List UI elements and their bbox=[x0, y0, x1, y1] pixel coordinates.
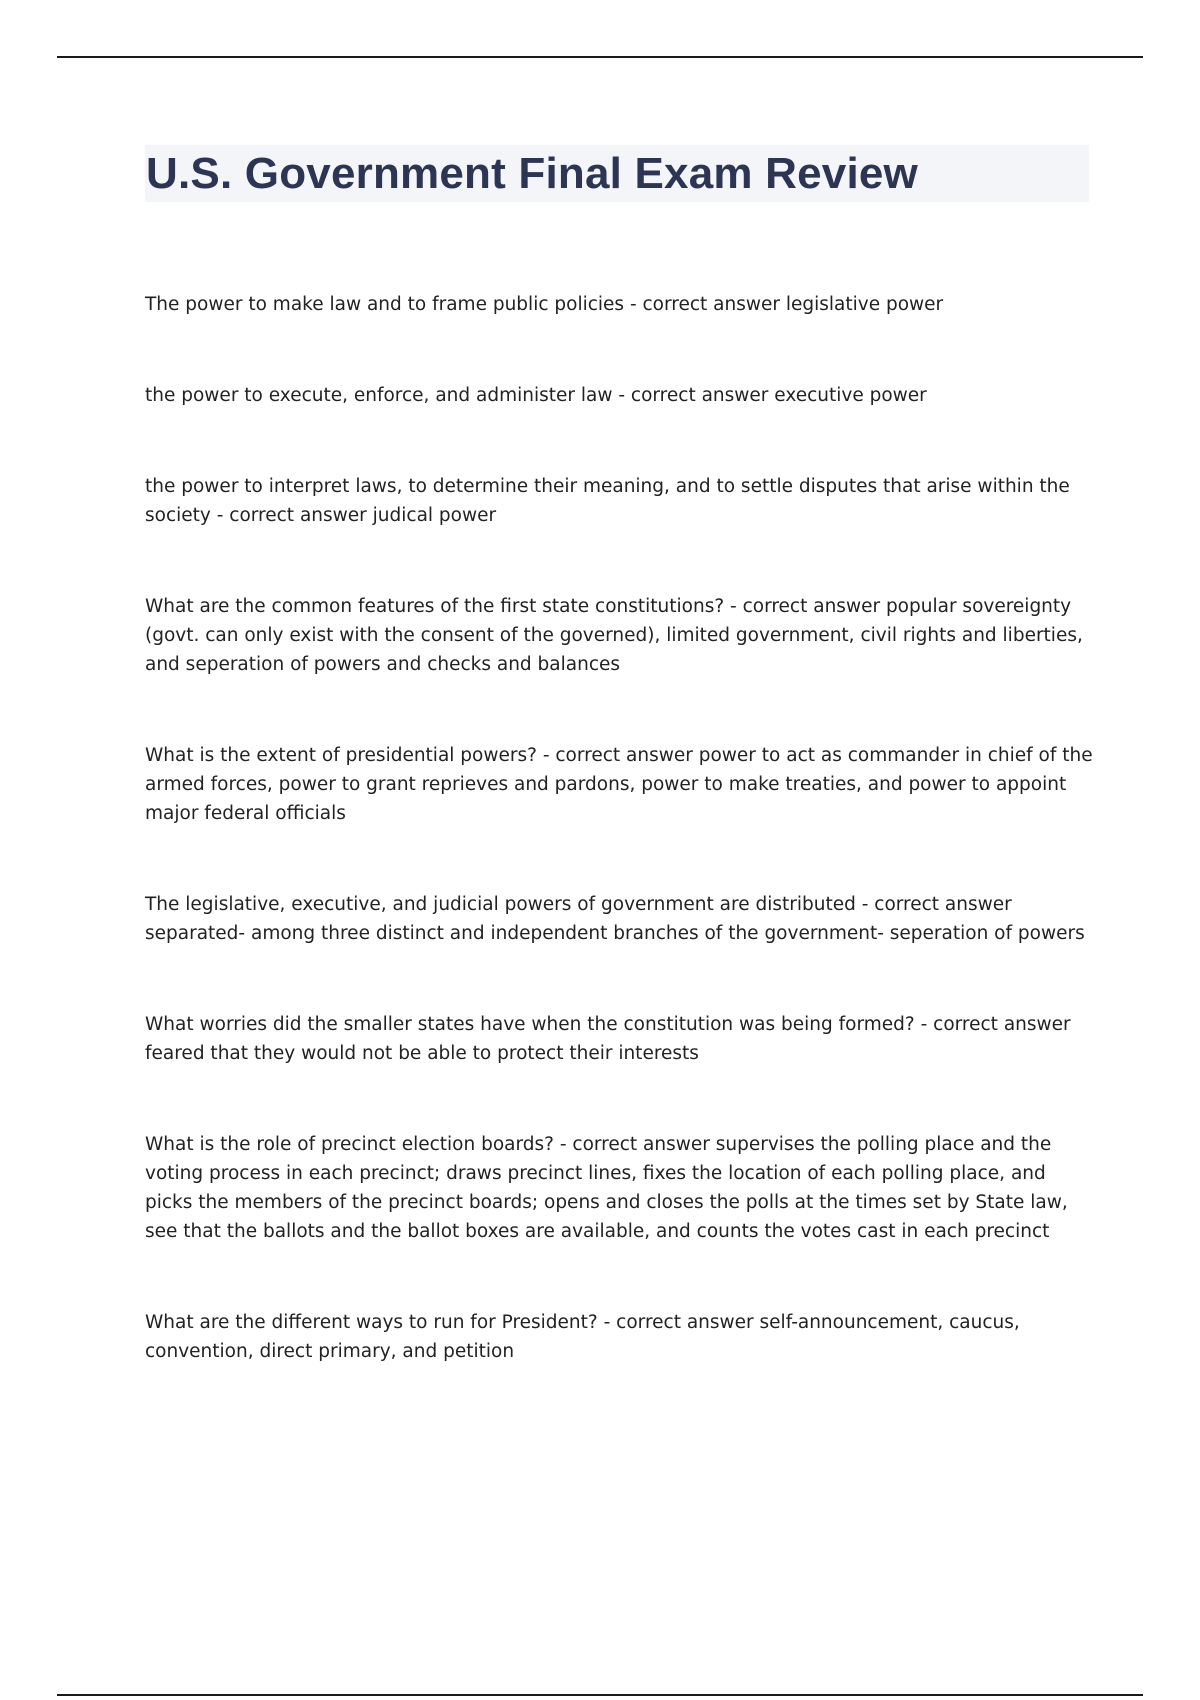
header-rule bbox=[57, 56, 1143, 58]
qa-item-6: The legislative, executive, and judicial powers of government are distributed - correct answer separated- among three distinct and independent branches of the government- seperation of powers bbox=[145, 894, 1085, 944]
qa-item-4: What are the common features of the first state constitutions? - correct answer popular sovereignty (govt. can only exist with the consent of the governed), limited government, civil rights and liberties, and seperation of powers and checks and balances bbox=[145, 596, 1083, 675]
qa-item-5: What is the extent of presidential powers? - correct answer power to act as commander in chief of the armed forces, power to grant reprieves and pardons, power to make treaties, and power to appoint major federal officials bbox=[145, 745, 1093, 824]
qa-item-1: The power to make law and to frame public policies - correct answer legislative power bbox=[145, 294, 944, 315]
document-title: U.S. Government Final Exam Review bbox=[146, 149, 918, 198]
qa-list bbox=[145, 290, 1095, 1428]
qa-item-9: What are the different ways to run for President? - correct answer self-announcement, caucus, convention, direct primary, and petition bbox=[145, 1312, 1020, 1362]
qa-item-7: What worries did the smaller states have when the constitution was being formed? - correct answer feared that they would not be able to protect their interests bbox=[145, 1014, 1071, 1064]
footer-rule bbox=[57, 1694, 1143, 1696]
qa-item-8: What is the role of precinct election boards? - correct answer supervises the polling place and the voting process in each precinct; draws precinct lines, fixes the location of each polling place, and picks the members of the precinct boards; opens and closes the polls at the times set by State law, see that the ballots and the ballot boxes are available, and counts the votes cast in each precinct bbox=[145, 1134, 1068, 1242]
qa-item-3: the power to interpret laws, to determine their meaning, and to settle disputes that arise within the society - correct answer judical power bbox=[145, 476, 1070, 526]
qa-item-2: the power to execute, enforce, and administer law - correct answer executive power bbox=[145, 385, 927, 406]
